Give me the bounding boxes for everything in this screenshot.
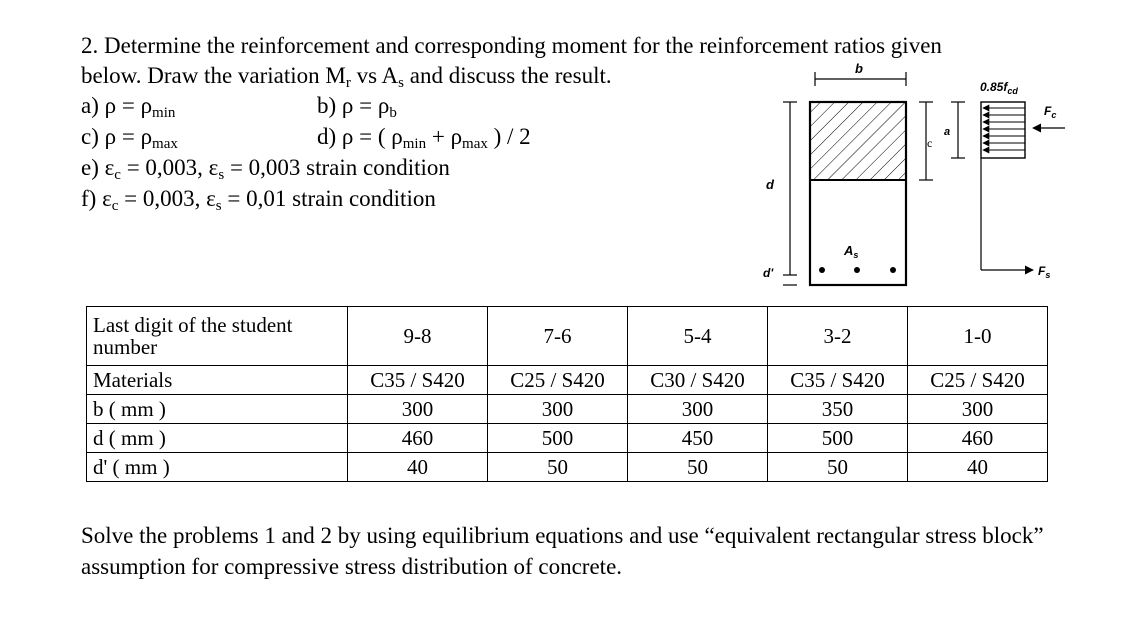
a-label: a — [944, 126, 951, 138]
table-row — [87, 366, 1048, 395]
table-cell: C35 / S420 — [768, 366, 908, 395]
stress-arrows — [983, 108, 1025, 150]
d-dimension — [783, 102, 797, 285]
table-cell: 40 — [348, 453, 488, 482]
table-cell: 40 — [908, 453, 1048, 482]
table-cell: 460 — [348, 424, 488, 453]
row-label: Materials — [87, 366, 348, 395]
table-cell: 50 — [628, 453, 768, 482]
table-column-header: 7-6 — [488, 307, 628, 366]
problem-intro-line2: below. Draw the variation $M_r$ vs $A_s$ and discuss the result. — [81, 63, 612, 91]
table-cell: 300 — [488, 395, 628, 424]
case-c: c) $\rho = \rho_{max}$ — [81, 124, 178, 152]
table-row — [87, 424, 1048, 453]
problem-intro-line1: 2. Determine the reinforcement and corresponding moment for the reinforcement ratios given — [81, 33, 942, 58]
b-label: b — [855, 61, 863, 76]
table-cell: 50 — [488, 453, 628, 482]
case-e: e) $\varepsilon_c = 0,003$, $\varepsilon_s = 0,003$ strain condition — [81, 155, 450, 183]
table-cell: 460 — [908, 424, 1048, 453]
table-cell: 300 — [908, 395, 1048, 424]
table-column-header: 5-4 — [628, 307, 768, 366]
case-f: f) $\varepsilon_c = 0,003$, $\varepsilon_s = 0,01$ strain condition — [81, 186, 436, 214]
table-cell: 350 — [768, 395, 908, 424]
table-cell: C30 / S420 — [628, 366, 768, 395]
table-cell: 450 — [628, 424, 768, 453]
rebar — [819, 267, 825, 273]
table-cell: C25 / S420 — [488, 366, 628, 395]
c-label: c — [927, 136, 933, 150]
table-column-header: 3-2 — [768, 307, 908, 366]
table-cell: 300 — [348, 395, 488, 424]
stress-label: $0.85f_{cd}$ — [980, 80, 1018, 96]
table-cell: 500 — [768, 424, 908, 453]
row-label: d' ( mm ) — [87, 453, 348, 482]
compression-zone — [810, 102, 906, 180]
rebar — [890, 267, 896, 273]
table-cell: 50 — [768, 453, 908, 482]
d-prime-label: d' — [763, 266, 774, 280]
table-row — [87, 453, 1048, 482]
table-column-header: 9-8 — [348, 307, 488, 366]
table-cell: C25 / S420 — [908, 366, 1048, 395]
case-a: a) $\rho = \rho_{min}$ — [81, 93, 176, 121]
instruction-text: Solve the problems 1 and 2 by using equilibrium equations and use “equivalent rectangular stress block” assumption for compressive stress distribution of concrete. — [81, 523, 1044, 579]
case-b: b) $\rho = \rho_b$ — [317, 93, 397, 121]
row-label: b ( mm ) — [87, 395, 348, 424]
d-label: d — [766, 177, 774, 192]
table-row — [87, 395, 1048, 424]
beam-section-diagram — [740, 55, 1070, 305]
rebar — [854, 267, 860, 273]
fc-label: $F_c$ — [1044, 104, 1057, 120]
table-cell: 300 — [628, 395, 768, 424]
table-column-header: 1-0 — [908, 307, 1048, 366]
a-dimension — [951, 102, 965, 158]
table-header-row — [87, 307, 1048, 366]
table-header-label: Last digit of the student number — [87, 307, 348, 366]
table-cell: C35 / S420 — [348, 366, 488, 395]
table-cell: 500 — [488, 424, 628, 453]
as-label: $A_s$ — [844, 243, 859, 260]
fs-label: $F_s$ — [1038, 264, 1051, 280]
case-d: d) ρ = ( $\rho_{min} + \rho_{max}$ ) / 2 — [317, 124, 531, 152]
material-table — [86, 306, 1048, 482]
row-label: d ( mm ) — [87, 424, 348, 453]
